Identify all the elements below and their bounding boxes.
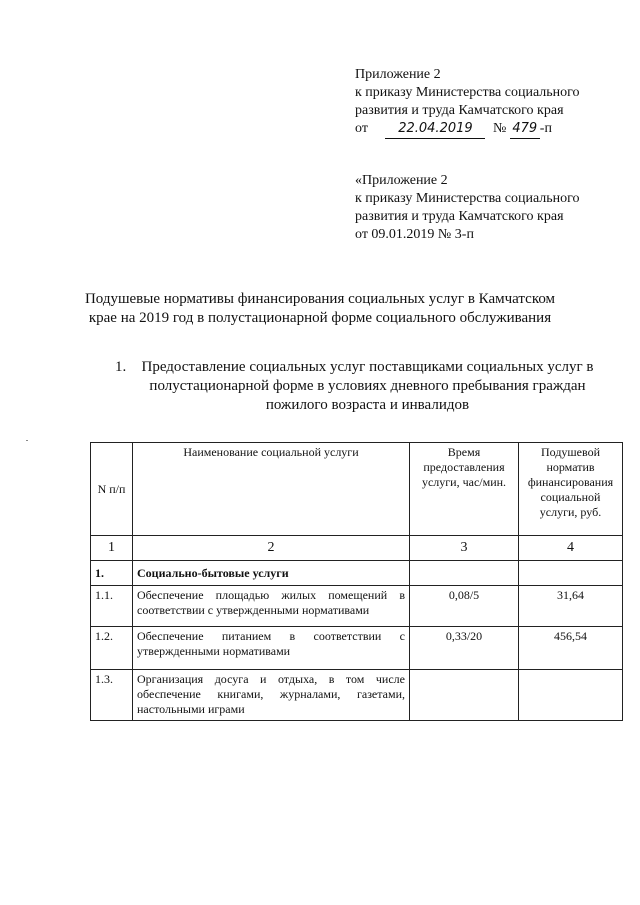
table-header-row — [91, 443, 623, 536]
date-prefix: от — [355, 121, 368, 136]
appendix-old-line1: «Приложение 2 — [355, 173, 448, 188]
row-name: Обеспечение площадью жилых помещений в соответствии с утвержденными нормативами — [133, 586, 410, 627]
appendix-old-line4: от 09.01.2019 № 3-п — [355, 227, 474, 242]
row-time: 0,08/5 — [410, 586, 519, 627]
appendix-new-line3: развития и труда Камчатского края — [355, 103, 564, 118]
table-row — [91, 627, 623, 670]
handwritten-date: 22.04.2019 — [385, 120, 485, 139]
row-name: Обеспечение питанием в соответствии с утвержденными нормативами — [133, 627, 410, 670]
index-cell: 4 — [519, 536, 623, 561]
title-line2: крае на 2019 год в полустационарной форме социального обслуживания — [88, 310, 552, 326]
appendix-new-line2: к приказу Министерства социального — [355, 85, 580, 100]
table-index-row — [91, 536, 623, 561]
row-time: 0,33/20 — [410, 627, 519, 670]
index-cell: 1 — [91, 536, 133, 561]
index-cell: 3 — [410, 536, 519, 561]
number-sign: № — [492, 121, 507, 136]
row-norm: 31,64 — [519, 586, 623, 627]
scan-mark — [26, 440, 28, 441]
row-norm: 456,54 — [519, 627, 623, 670]
appendix-old-block — [355, 172, 580, 244]
appendix-new-block — [355, 66, 580, 139]
section-text: Предоставление социальных услуг поставщиками социальных услуг в полустационарной форме в условиях дневного пребывания граждан пожилого возраста и инвалидов — [141, 359, 594, 413]
appendix-old-line3: развития и труда Камчатского края — [355, 209, 564, 224]
row-norm — [519, 670, 623, 721]
row-num: 1.3. — [91, 670, 133, 721]
row-time — [410, 561, 519, 586]
appendix-new-date-line — [355, 120, 580, 139]
header-name: Наименование социальной услуги — [133, 443, 410, 536]
row-name: Социально-бытовые услуги — [133, 561, 410, 586]
appendix-old-line2: к приказу Министерства социального — [355, 191, 580, 206]
table-row — [91, 670, 623, 721]
table-row — [91, 561, 623, 586]
row-num: 1.2. — [91, 627, 133, 670]
row-time — [410, 670, 519, 721]
header-norm: Подушевой норматив финансирования социальной услуги, руб. — [519, 443, 623, 536]
section-number: 1. — [115, 359, 127, 375]
title-line1: Подушевые нормативы финансирования социальных услуг в Камчатском — [84, 291, 556, 307]
appendix-new-line1: Приложение 2 — [355, 67, 441, 82]
row-num: 1. — [91, 561, 133, 586]
index-cell: 2 — [133, 536, 410, 561]
row-num: 1.1. — [91, 586, 133, 627]
document-title — [60, 290, 580, 328]
row-name: Организация досуга и отдыха, в том числе обеспечение книгами, журналами, газетами, настольными играми — [133, 670, 410, 721]
row-norm — [519, 561, 623, 586]
handwritten-number: 479 — [510, 120, 540, 139]
header-num: N п/п — [91, 443, 133, 536]
services-table — [90, 442, 623, 721]
section-heading — [115, 358, 595, 415]
table-row — [91, 586, 623, 627]
number-suffix: -п — [539, 121, 552, 136]
header-time: Время предоставления услуги, час/мин. — [410, 443, 519, 536]
